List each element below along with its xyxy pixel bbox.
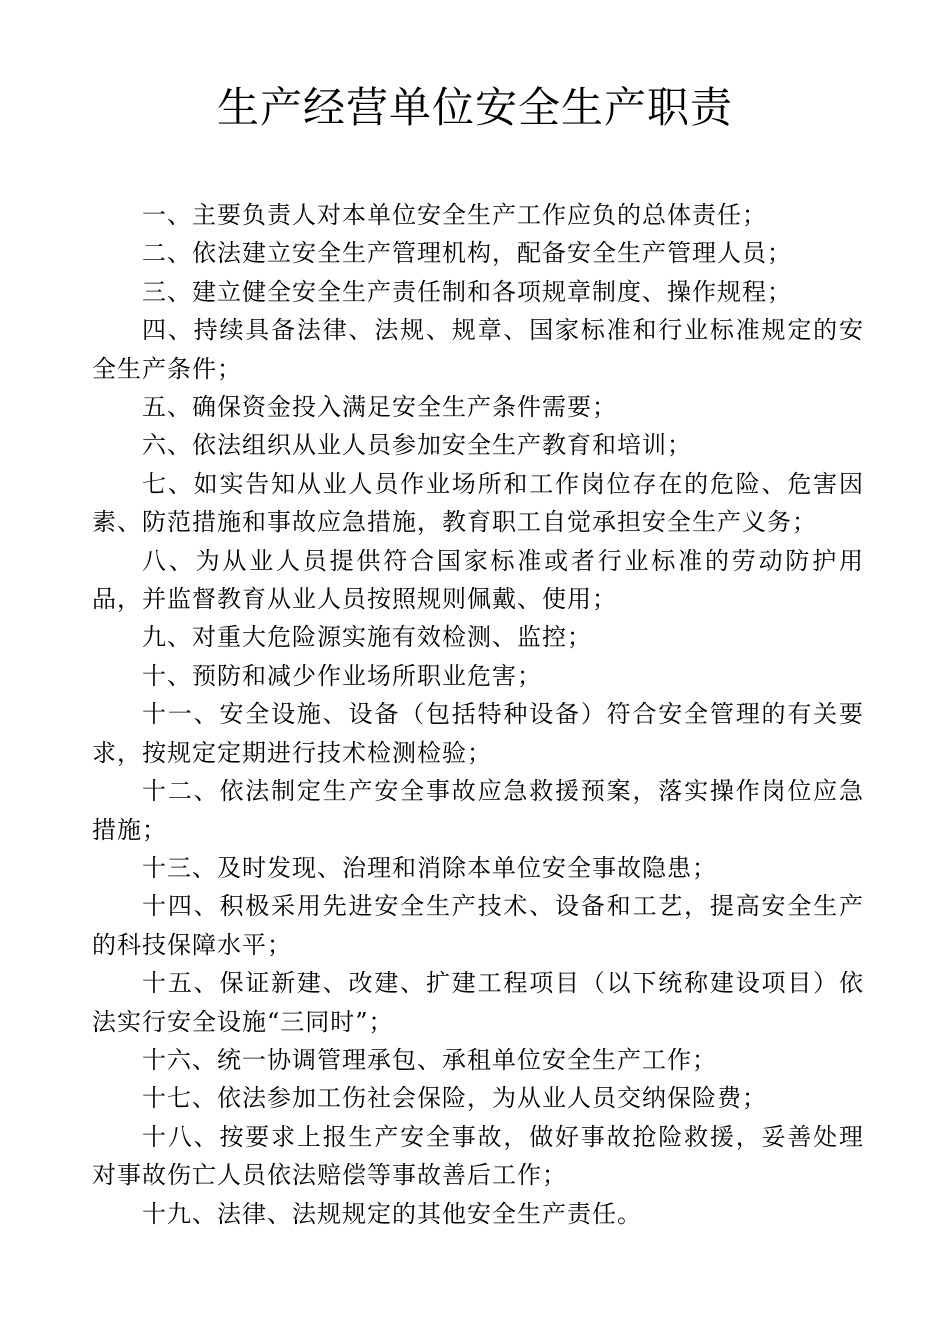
paragraph-17: 十七、依法参加工伤社会保险，为从业人员交纳保险费；	[142, 1084, 767, 1113]
paragraph-10: 十、预防和减少作业场所职业危害；	[142, 661, 542, 690]
paragraph-6: 六、依法组织从业人员参加安全生产教育和培训；	[142, 431, 692, 460]
paragraph-15: 十五、保证新建、改建、扩建工程项目（以下统称建设项目）依法实行安全设施“三同时”；	[92, 969, 864, 1036]
paragraph-1: 一、主要负责人对本单位安全生产工作应负的总体责任；	[142, 201, 767, 229]
document-body	[92, 196, 864, 1233]
paragraph-7: 七、如实告知从业人员作业场所和工作岗位存在的危险、危害因素、防范措施和事故应急措施，教育职工自觉承担安全生产义务；	[92, 469, 864, 537]
paragraph-11: 十一、安全设施、设备（包括特种设备）符合安全管理的有关要求，按规定定期进行技术检测检验；	[92, 700, 864, 767]
paragraph-8: 八、为从业人员提供符合国家标准或者行业标准的劳动防护用品，并监督教育从业人员按照规则佩戴、使用；	[92, 546, 864, 614]
paragraph-2: 二、依法建立安全生产管理机构，配备安全生产管理人员；	[142, 239, 792, 268]
paragraph-19: 十九、法律、法规规定的其他安全生产责任。	[142, 1199, 642, 1228]
paragraph-9: 九、对重大危险源实施有效检测、监控；	[142, 623, 592, 652]
paragraph-5: 五、确保资金投入满足安全生产条件需要；	[142, 393, 617, 422]
paragraph-18: 十八、按要求上报生产安全事故，做好事故抢险救援，妥善处理对事故伤亡人员依法赔偿等事故善后工作；	[92, 1122, 864, 1190]
paragraph-3: 三、建立健全安全生产责任制和各项规章制度、操作规程；	[142, 277, 792, 306]
document-title: 生产经营单位安全生产职责	[216, 83, 733, 132]
paragraph-4: 四、持续具备法律、法规、规章、国家标准和行业标准规定的安全生产条件；	[92, 316, 864, 383]
paragraph-16: 十六、统一协调管理承包、承租单位安全生产工作；	[142, 1045, 717, 1074]
paragraph-13: 十三、及时发现、治理和消除本单位安全事故隐患；	[142, 853, 717, 882]
paragraph-14: 十四、积极采用先进安全生产技术、设备和工艺，提高安全生产的科技保障水平；	[92, 892, 864, 959]
paragraph-12: 十二、依法制定生产安全事故应急救援预案，落实操作岗位应急措施；	[92, 777, 864, 844]
